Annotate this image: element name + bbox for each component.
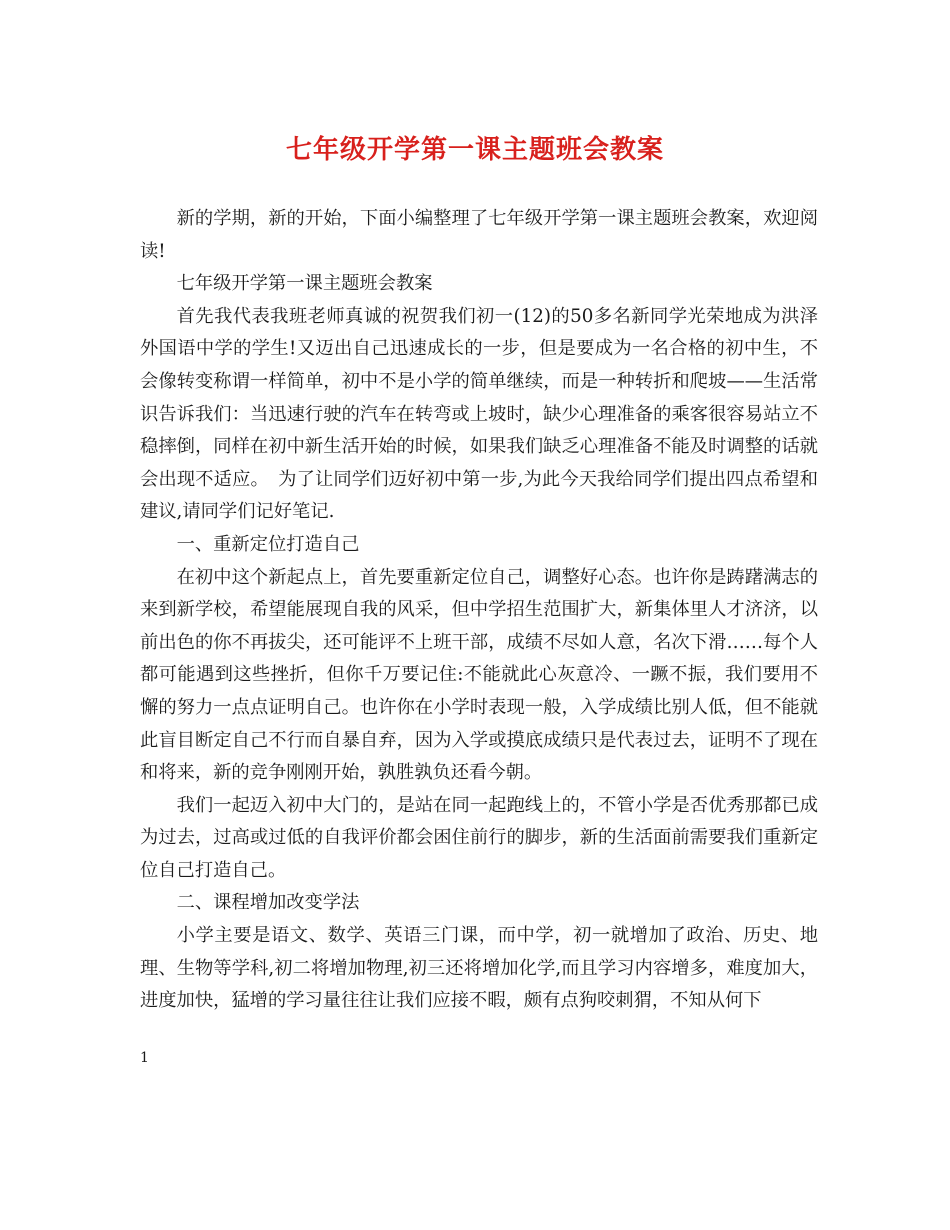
- page-number: 1: [140, 1050, 149, 1066]
- body-paragraph: 小学主要是语文、数学、英语三门课，而中学，初一就增加了政治、历史、地理、生物等学科,初二将增加物理,初三还将增加化学,而且学习内容增多，难度加大，进度加快，猛增的学习量往往让我们应接不暇，颇有点狗咬刺猬，不知从何下: [140, 925, 818, 1012]
- section-heading-1: 一、重新定位打造自己: [176, 533, 360, 555]
- body-paragraph: 我们一起迈入初中大门的，是站在同一起跑线上的，不管小学是否优秀那都已成为过去，过高或过低的自我评价都会困住前行的脚步，新的生活面前需要我们重新定位自己打造自己。: [140, 794, 818, 881]
- section-heading-2: 二、课程增加改变学法: [176, 892, 360, 914]
- document-body: [140, 203, 818, 1018]
- page-title: 七年级开学第一课主题班会教案: [285, 135, 664, 165]
- body-paragraph: 在初中这个新起点上，首先要重新定位自己，调整好心态。也许你是踌躇满志的来到新学校，希望能展现自我的风采，但中学招生范围扩大，新集体里人才济济，以前出色的你不再拔尖，还可能评不上班干部，成绩不尽如人意，名次下滑……每个人都可能遇到这些挫折，但你千万要记住:不能就此心灰意冷、一蹶不振，我们要用不懈的努力一点点证明自己。也许你在小学时表现一般，入学成绩比别人低，但不能就此盲目断定自己不行而自暴自弃，因为入学或摸底成绩只是代表过去，证明不了现在和将来，新的竞争刚刚开始，孰胜孰负还看今朝。: [140, 566, 818, 784]
- section-heading-plan: 七年级开学第一课主题班会教案: [176, 273, 433, 295]
- opening-paragraph: 首先我代表我班老师真诚的祝贺我们初一(12)的50多名新同学光荣地成为洪泽外国语中学的学生!又迈出自己迅速成长的一步，但是要成为一名合格的初中生，不会像转变称谓一样简单，初中不是小学的简单继续，而是一种转折和爬坡——生活常识告诉我们：当迅速行驶的汽车在转弯或上坡时，缺少心理准备的乘客很容易站立不稳摔倒，同样在初中新生活开始的时候，如果我们缺乏心理准备不能及时调整的话就会出现不适应。 为了让同学们迈好初中第一步,为此今天我给同学们提出四点希望和建议,请同学们记好笔记.: [140, 305, 818, 523]
- intro-paragraph: 新的学期，新的开始，下面小编整理了七年级开学第一课主题班会教案，欢迎阅读!: [140, 208, 818, 262]
